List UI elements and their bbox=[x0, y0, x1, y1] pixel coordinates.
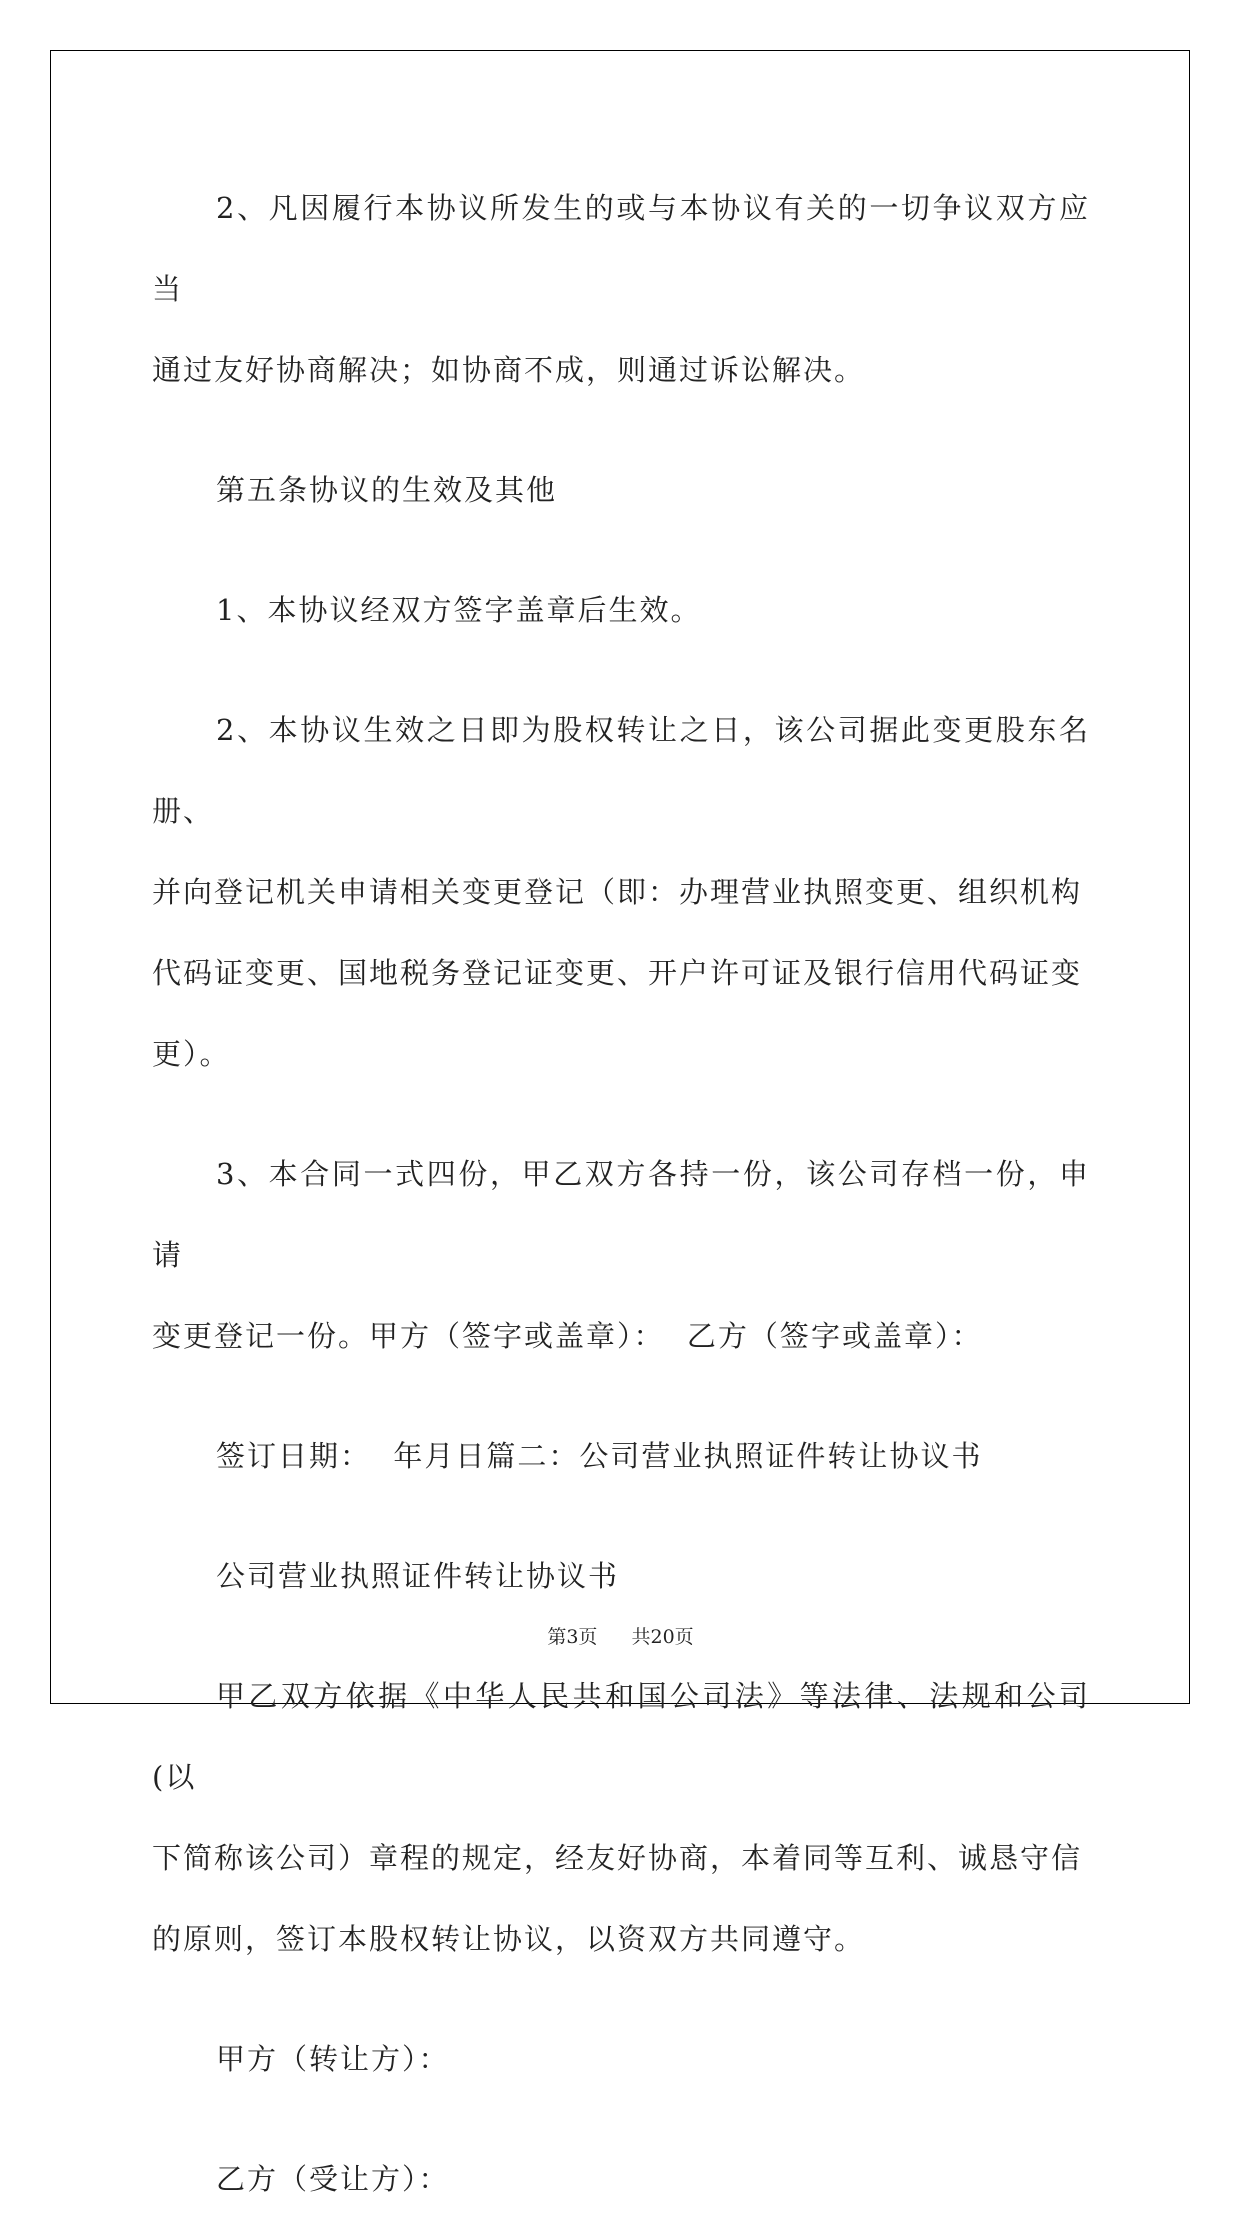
text-line: 公司营业执照证件转让协议书 bbox=[216, 1559, 620, 1593]
text-line: 甲方（转让方）： bbox=[216, 2042, 450, 2076]
document-title-second bbox=[152, 1536, 1090, 1617]
text-line: 并向登记机关申请相关变更登记（即：办理营业执照变更、组织机构 bbox=[152, 875, 1083, 909]
text-line: 2、凡因履行本协议所发生的或与本协议有关的一切争议双方应当 bbox=[152, 191, 1090, 306]
text-line: 的原则，签订本股权转让协议，以资双方共同遵守。 bbox=[152, 1922, 866, 1956]
text-line: 变更登记一份。甲方（签字或盖章）： 乙方（签字或盖章）： bbox=[152, 1319, 983, 1353]
paragraph-preamble bbox=[152, 1656, 1090, 1980]
text-line: 更）。 bbox=[152, 1037, 231, 1071]
page-footer bbox=[0, 1622, 1241, 1649]
paragraph-effectiveness bbox=[152, 570, 1090, 651]
party-a-transferor bbox=[152, 2019, 1090, 2100]
page-number: 第3页 bbox=[547, 1626, 598, 1648]
text-line: 3、本合同一式四份，甲乙双方各持一份，该公司存档一份，申请 bbox=[152, 1157, 1090, 1272]
text-line: 下简称该公司）章程的规定，经友好协商，本着同等互利、诚恳守信 bbox=[152, 1841, 1083, 1875]
text-line: 第五条协议的生效及其他 bbox=[216, 473, 558, 507]
text-line: 乙方（受让方）： bbox=[216, 2162, 450, 2196]
text-line: 1、本协议经双方签字盖章后生效。 bbox=[216, 593, 702, 627]
document-body bbox=[152, 168, 1090, 2220]
text-line: 签订日期： 年月日篇二：公司营业执照证件转让协议书 bbox=[216, 1439, 983, 1473]
page-total: 共20页 bbox=[631, 1626, 694, 1648]
paragraph-dispute-resolution bbox=[152, 168, 1090, 411]
paragraph-transfer-date bbox=[152, 690, 1090, 1095]
text-line: 通过友好协商解决；如协商不成，则通过诉讼解决。 bbox=[152, 353, 866, 387]
text-line: 甲乙双方依据《中华人民共和国公司法》等法律、法规和公司(以 bbox=[152, 1679, 1090, 1794]
text-line: 2、本协议生效之日即为股权转让之日，该公司据此变更股东名册、 bbox=[152, 713, 1090, 828]
paragraph-copies bbox=[152, 1134, 1090, 1377]
section-heading-article-five bbox=[152, 450, 1090, 531]
text-line: 代码证变更、国地税务登记证变更、开户许可证及银行信用代码证变 bbox=[152, 956, 1083, 990]
party-b-transferee bbox=[152, 2139, 1090, 2220]
paragraph-signing-date bbox=[152, 1416, 1090, 1497]
